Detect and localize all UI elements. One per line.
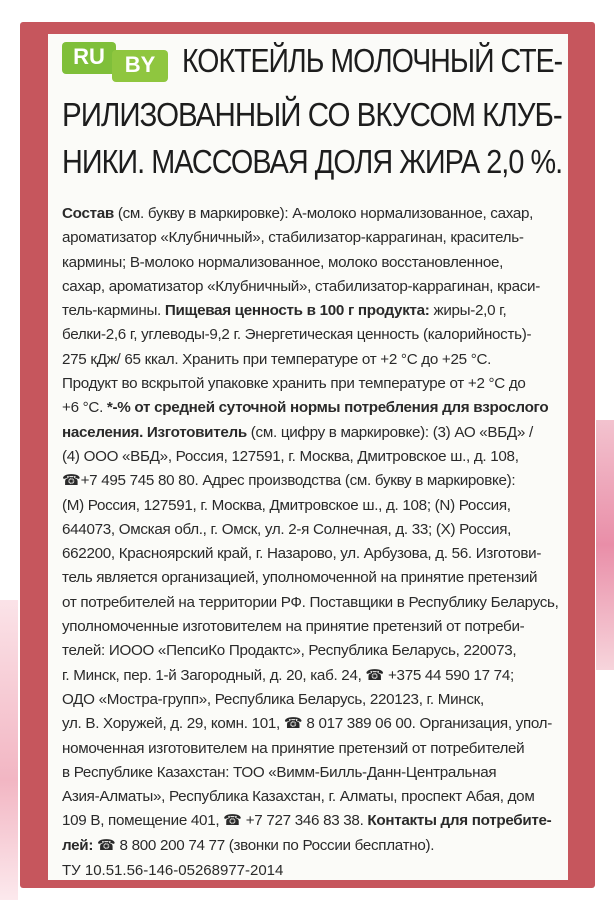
- text-line: ОДО «Мостра-групп», Республика Беларусь, 220123, г. Минск,: [62, 690, 484, 708]
- text-line: тель является организацией, уполномоченной на принятие претензий: [62, 569, 538, 587]
- product-title-line-3: НИКИ. МАССОВАЯ ДОЛЯ ЖИРА 2,0 %.: [62, 143, 563, 181]
- text-line: г. Минск, пер. 1-й Загородный, д. 20, каб. 24, ☎ +375 44 590 17 74;: [62, 666, 514, 684]
- text-line: ☎+7 495 745 80 80. Адрес производства (см. букву в маркировке):: [62, 472, 516, 490]
- text-line: сахар, ароматизатор «Клубничный», стабилизатор-каррагинан, краси-: [62, 277, 540, 295]
- text-fragment: ☎ 8 800 200 74 77 (звонки по России бесплатно).: [93, 836, 435, 854]
- text-fragment: тель-кармины.: [62, 302, 165, 320]
- daily-norm-note: *-% от средней суточной нормы потребления для взрослого: [106, 399, 549, 417]
- product-title-line-2: РИЛИЗОВАННЫЙ СО ВКУСОМ КЛУБ-: [62, 96, 562, 134]
- text-line: Продукт во вскрытой упаковке хранить при температуре от +2 °С до: [62, 375, 526, 393]
- text-line: [62, 299, 562, 323]
- label-panel: [48, 34, 568, 880]
- text-line: 662200, Красноярский край, г. Назарово, ул. Арбузова, д. 56. Изготови-: [62, 545, 542, 563]
- text-fragment: +6 °С.: [62, 399, 107, 417]
- manufacturer-label: населения. Изготовитель: [62, 423, 247, 441]
- nutrition-label: Пищевая ценность в 100 г продукта:: [164, 302, 430, 320]
- text-fragment: жиры-2,0 г,: [429, 302, 507, 320]
- text-line: от потребителей на территории РФ. Поставщики в Республику Беларусь,: [62, 593, 559, 611]
- text-line: ул. В. Хоружей, д. 29, комн. 101, ☎ 8 017 389 06 00. Организация, упол-: [62, 715, 553, 733]
- contacts-label-end: лей:: [62, 836, 94, 854]
- product-title-line-1: КОКТЕЙЛЬ МОЛОЧНЫЙ СТЕ-: [182, 43, 563, 81]
- technical-spec-code: ТУ 10.51.56-146-05268977-2014: [62, 862, 284, 880]
- package-edge-decoration: [596, 420, 614, 670]
- text-line: (4) ООО «ВБД», Россия, 127591, г. Москва, Дмитровское ш., д. 108,: [62, 447, 519, 465]
- text-fragment: 109 В, помещение 401, ☎ +7 727 346 83 38.: [62, 812, 368, 830]
- package-edge-decoration: [0, 600, 18, 900]
- contacts-label: Контакты для потребите-: [367, 812, 552, 830]
- text-line: 644073, Омская обл., г. Омск, ул. 2-я Солнечная, д. 33; (Х) Россия,: [62, 520, 512, 538]
- text-fragment: (см. букву в маркировке): А-молоко нормализованное, сахар,: [113, 205, 534, 222]
- text-line: кармины; В-молоко нормализованное, молоко восстановленное,: [62, 253, 504, 271]
- text-line: 275 кДж/ 65 ккал. Хранить при температуре от +2 °С до +25 °С.: [62, 350, 492, 368]
- text-line: [62, 834, 562, 858]
- by-badge: BY: [112, 50, 168, 82]
- text-line: [62, 396, 562, 420]
- text-line: (М) Россия, 127591, г. Москва, Дмитровское ш., д. 108; (N) Россия,: [62, 496, 511, 514]
- composition-text: [62, 202, 562, 858]
- text-line: [62, 421, 562, 445]
- text-line: [62, 202, 562, 226]
- text-line: уполномоченные изготовителем на принятие претензий от потреби-: [62, 618, 525, 636]
- ru-badge: RU: [62, 42, 116, 74]
- text-line: [62, 809, 562, 833]
- text-line: телей: ИООО «ПепсиКо Продактс», Республика Беларусь, 220073,: [62, 642, 517, 660]
- text-fragment: (см. цифру в маркировке): (3) АО «ВБД» /: [246, 423, 533, 441]
- text-line: номоченная изготовителем на принятие претензий от потребителей: [62, 739, 525, 757]
- text-line: белки-2,6 г, углеводы-9,2 г. Энергетическая ценность (калорийность)-: [62, 326, 532, 344]
- text-line: ароматизатор «Клубничный», стабилизатор-каррагинан, краситель-: [62, 229, 524, 247]
- composition-label: Состав: [62, 205, 114, 222]
- label-header: [62, 42, 562, 88]
- country-badges: [62, 42, 174, 88]
- text-line: Азия-Алматы», Республика Казахстан, г. Алматы, проспект Абая, дом: [62, 788, 535, 806]
- text-line: в Республике Казахстан: ТОО «Вимм-Билль-Данн-Центральная: [62, 763, 497, 781]
